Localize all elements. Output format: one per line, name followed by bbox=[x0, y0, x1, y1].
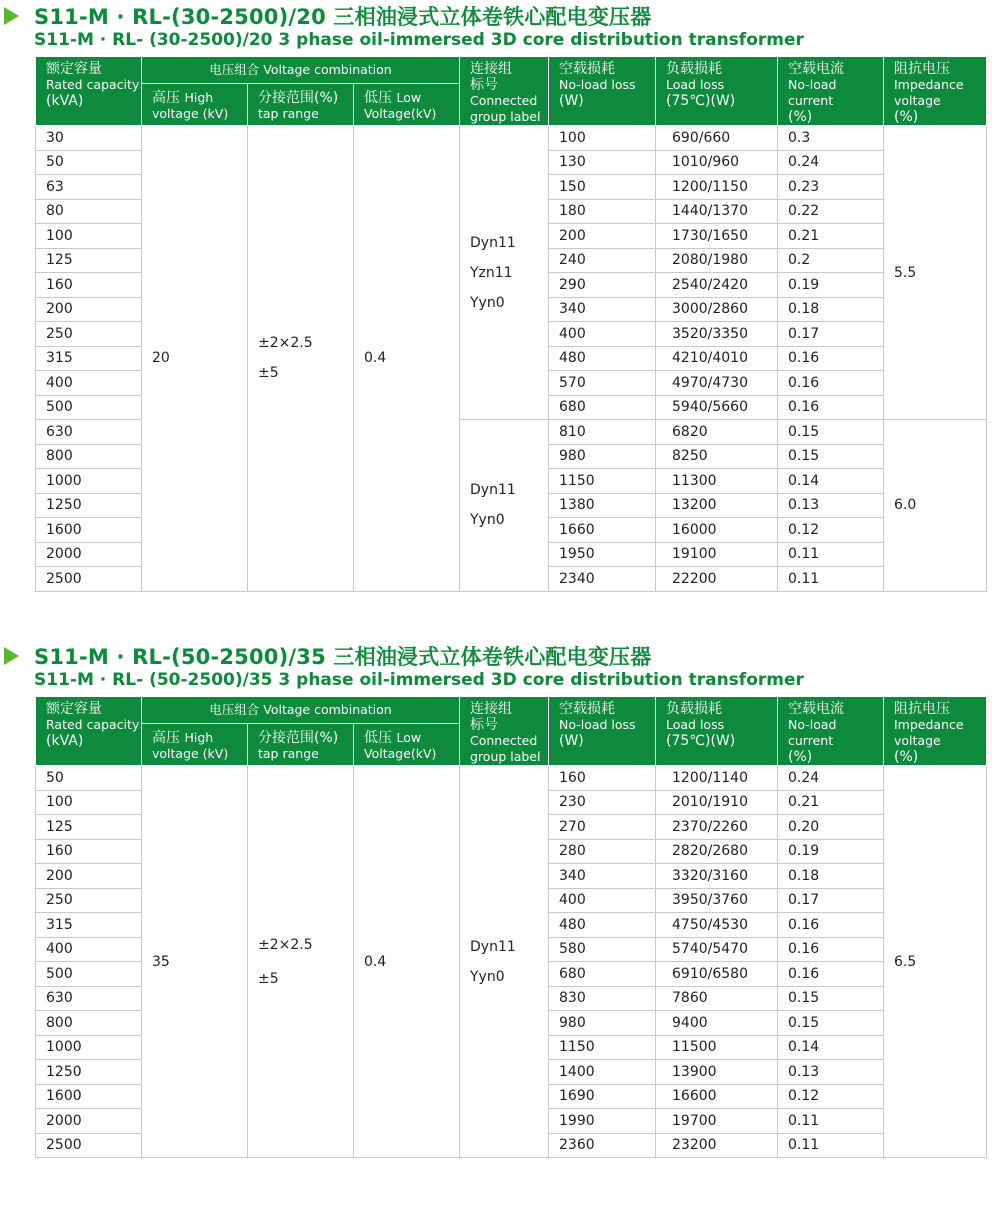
load-loss-cell: 13900 bbox=[656, 1060, 778, 1085]
noload-loss-cell: 340 bbox=[549, 864, 656, 889]
noload-current-cell: 0.11 bbox=[778, 1109, 884, 1134]
capacity-cell: 500 bbox=[36, 962, 142, 987]
capacity-cell: 100 bbox=[36, 224, 142, 249]
capacity-cell: 400 bbox=[36, 937, 142, 962]
header-high-voltage: 高压 High voltage (kV) bbox=[142, 724, 248, 766]
title-english: S11-M · RL- (30-2500)/20 3 phase oil-immersed 3D core distribution transformer bbox=[34, 30, 804, 50]
noload-loss-cell: 160 bbox=[549, 766, 656, 791]
noload-current-cell: 0.15 bbox=[778, 420, 884, 445]
capacity-cell: 2500 bbox=[36, 567, 142, 592]
table-row bbox=[36, 126, 987, 151]
noload-loss-cell: 290 bbox=[549, 273, 656, 298]
noload-current-cell: 0.14 bbox=[778, 469, 884, 494]
low-voltage-cell: 0.4 bbox=[354, 126, 460, 592]
table-row bbox=[36, 766, 987, 791]
noload-loss-cell: 2360 bbox=[549, 1133, 656, 1158]
header-load-loss: 负载损耗 Load loss (75℃)(W) bbox=[656, 57, 778, 126]
noload-loss-cell: 980 bbox=[549, 1011, 656, 1036]
load-loss-cell: 8250 bbox=[656, 444, 778, 469]
header-noload-current: 空载电流 No-load current (%) bbox=[778, 697, 884, 766]
capacity-cell: 2500 bbox=[36, 1133, 142, 1158]
header-connection-group: 连接组 标号 Connected group label bbox=[460, 57, 549, 126]
capacity-cell: 2000 bbox=[36, 1109, 142, 1134]
header-noload-current: 空载电流 No-load current (%) bbox=[778, 57, 884, 126]
header-noload-loss: 空载损耗 No-load loss (W) bbox=[549, 697, 656, 766]
noload-current-cell: 0.21 bbox=[778, 790, 884, 815]
noload-current-cell: 0.12 bbox=[778, 518, 884, 543]
capacity-cell: 1000 bbox=[36, 1035, 142, 1060]
capacity-cell: 315 bbox=[36, 346, 142, 371]
capacity-cell: 160 bbox=[36, 839, 142, 864]
noload-loss-cell: 2340 bbox=[549, 567, 656, 592]
capacity-cell: 30 bbox=[36, 126, 142, 151]
load-loss-cell: 3520/3350 bbox=[656, 322, 778, 347]
load-loss-cell: 11500 bbox=[656, 1035, 778, 1060]
tap-range-cell: ±2×2.5 ±5 bbox=[248, 126, 354, 592]
capacity-cell: 63 bbox=[36, 175, 142, 200]
header-impedance-voltage: 阻抗电压 Impedance voltage (%) bbox=[884, 57, 987, 126]
noload-loss-cell: 1380 bbox=[549, 493, 656, 518]
noload-current-cell: 0.3 bbox=[778, 126, 884, 151]
noload-current-cell: 0.14 bbox=[778, 1035, 884, 1060]
load-loss-cell: 1730/1650 bbox=[656, 224, 778, 249]
load-loss-cell: 7860 bbox=[656, 986, 778, 1011]
noload-loss-cell: 810 bbox=[549, 420, 656, 445]
spec-section-20kv bbox=[0, 0, 1000, 587]
load-loss-cell: 2010/1910 bbox=[656, 790, 778, 815]
noload-current-cell: 0.24 bbox=[778, 150, 884, 175]
header-tap-range: 分接范围(%) tap range bbox=[248, 84, 354, 126]
noload-loss-cell: 980 bbox=[549, 444, 656, 469]
load-loss-cell: 22200 bbox=[656, 567, 778, 592]
load-loss-cell: 4970/4730 bbox=[656, 371, 778, 396]
load-loss-cell: 2080/1980 bbox=[656, 248, 778, 273]
high-voltage-cell: 35 bbox=[142, 766, 248, 1158]
header-rated-capacity: 额定容量 Rated capacity (kVA) bbox=[36, 57, 142, 126]
capacity-cell: 125 bbox=[36, 815, 142, 840]
header-high-voltage: 高压 High voltage (kV) bbox=[142, 84, 248, 126]
connection-group-cell: Dyn11 Yyn0 bbox=[460, 766, 549, 1158]
load-loss-cell: 5740/5470 bbox=[656, 937, 778, 962]
capacity-cell: 800 bbox=[36, 444, 142, 469]
load-loss-cell: 2820/2680 bbox=[656, 839, 778, 864]
noload-loss-cell: 1660 bbox=[549, 518, 656, 543]
noload-current-cell: 0.19 bbox=[778, 839, 884, 864]
noload-loss-cell: 100 bbox=[549, 126, 656, 151]
noload-current-cell: 0.15 bbox=[778, 986, 884, 1011]
load-loss-cell: 19700 bbox=[656, 1109, 778, 1134]
load-loss-cell: 1200/1150 bbox=[656, 175, 778, 200]
capacity-cell: 125 bbox=[36, 248, 142, 273]
noload-current-cell: 0.15 bbox=[778, 444, 884, 469]
load-loss-cell: 690/660 bbox=[656, 126, 778, 151]
header-noload-loss: 空载损耗 No-load loss (W) bbox=[549, 57, 656, 126]
noload-loss-cell: 130 bbox=[549, 150, 656, 175]
load-loss-cell: 6910/6580 bbox=[656, 962, 778, 987]
load-loss-cell: 2540/2420 bbox=[656, 273, 778, 298]
noload-loss-cell: 200 bbox=[549, 224, 656, 249]
noload-loss-cell: 400 bbox=[549, 322, 656, 347]
noload-current-cell: 0.16 bbox=[778, 371, 884, 396]
load-loss-cell: 11300 bbox=[656, 469, 778, 494]
header-low-voltage: 低压 Low Voltage(kV) bbox=[354, 84, 460, 126]
capacity-cell: 250 bbox=[36, 888, 142, 913]
header-voltage-combination: 电压组合 Voltage combination bbox=[142, 57, 460, 84]
header-low-voltage: 低压 Low Voltage(kV) bbox=[354, 724, 460, 766]
noload-current-cell: 0.19 bbox=[778, 273, 884, 298]
connection-group-cell: Dyn11 Yzn11 Yyn0 bbox=[460, 126, 549, 420]
noload-current-cell: 0.13 bbox=[778, 493, 884, 518]
load-loss-cell: 9400 bbox=[656, 1011, 778, 1036]
load-loss-cell: 1440/1370 bbox=[656, 199, 778, 224]
capacity-cell: 250 bbox=[36, 322, 142, 347]
noload-loss-cell: 230 bbox=[549, 790, 656, 815]
capacity-cell: 500 bbox=[36, 395, 142, 420]
spec-table bbox=[35, 696, 987, 1158]
noload-loss-cell: 830 bbox=[549, 986, 656, 1011]
triangle-arrow-icon bbox=[4, 7, 19, 25]
capacity-cell: 630 bbox=[36, 986, 142, 1011]
noload-loss-cell: 270 bbox=[549, 815, 656, 840]
high-voltage-cell: 20 bbox=[142, 126, 248, 592]
noload-loss-cell: 280 bbox=[549, 839, 656, 864]
tap-range-cell: ±2×2.5 ±5 bbox=[248, 766, 354, 1158]
noload-current-cell: 0.18 bbox=[778, 864, 884, 889]
load-loss-cell: 4750/4530 bbox=[656, 913, 778, 938]
load-loss-cell: 2370/2260 bbox=[656, 815, 778, 840]
noload-loss-cell: 1690 bbox=[549, 1084, 656, 1109]
noload-loss-cell: 1400 bbox=[549, 1060, 656, 1085]
noload-loss-cell: 1950 bbox=[549, 542, 656, 567]
section-title bbox=[0, 640, 1000, 696]
spec-section-35kv bbox=[0, 640, 1000, 1154]
noload-loss-cell: 340 bbox=[549, 297, 656, 322]
noload-current-cell: 0.24 bbox=[778, 766, 884, 791]
noload-current-cell: 0.11 bbox=[778, 542, 884, 567]
header-tap-range: 分接范围(%) tap range bbox=[248, 724, 354, 766]
capacity-cell: 160 bbox=[36, 273, 142, 298]
capacity-cell: 315 bbox=[36, 913, 142, 938]
capacity-cell: 50 bbox=[36, 766, 142, 791]
noload-loss-cell: 480 bbox=[549, 913, 656, 938]
noload-loss-cell: 150 bbox=[549, 175, 656, 200]
load-loss-cell: 1010/960 bbox=[656, 150, 778, 175]
noload-current-cell: 0.17 bbox=[778, 322, 884, 347]
capacity-cell: 200 bbox=[36, 297, 142, 322]
noload-current-cell: 0.21 bbox=[778, 224, 884, 249]
noload-loss-cell: 1150 bbox=[549, 469, 656, 494]
header-rated-capacity: 额定容量 Rated capacity (kVA) bbox=[36, 697, 142, 766]
title-chinese: S11-M · RL-(50-2500)/35 三相油浸式立体卷铁心配电变压器 bbox=[34, 645, 652, 669]
connection-group-cell: Dyn11 Yyn0 bbox=[460, 420, 549, 592]
noload-loss-cell: 180 bbox=[549, 199, 656, 224]
capacity-cell: 800 bbox=[36, 1011, 142, 1036]
noload-loss-cell: 680 bbox=[549, 962, 656, 987]
noload-current-cell: 0.16 bbox=[778, 962, 884, 987]
noload-loss-cell: 1150 bbox=[549, 1035, 656, 1060]
capacity-cell: 80 bbox=[36, 199, 142, 224]
noload-current-cell: 0.13 bbox=[778, 1060, 884, 1085]
load-loss-cell: 23200 bbox=[656, 1133, 778, 1158]
noload-current-cell: 0.16 bbox=[778, 937, 884, 962]
noload-current-cell: 0.15 bbox=[778, 1011, 884, 1036]
noload-loss-cell: 1990 bbox=[549, 1109, 656, 1134]
noload-current-cell: 0.17 bbox=[778, 888, 884, 913]
triangle-arrow-icon bbox=[4, 647, 19, 665]
noload-current-cell: 0.16 bbox=[778, 913, 884, 938]
impedance-cell: 6.5 bbox=[884, 766, 987, 1158]
load-loss-cell: 6820 bbox=[656, 420, 778, 445]
noload-current-cell: 0.16 bbox=[778, 395, 884, 420]
load-loss-cell: 1200/1140 bbox=[656, 766, 778, 791]
capacity-cell: 1600 bbox=[36, 518, 142, 543]
header-connection-group: 连接组 标号 Connected group label bbox=[460, 697, 549, 766]
noload-loss-cell: 570 bbox=[549, 371, 656, 396]
noload-loss-cell: 680 bbox=[549, 395, 656, 420]
impedance-cell: 5.5 bbox=[884, 126, 987, 420]
load-loss-cell: 16000 bbox=[656, 518, 778, 543]
capacity-cell: 1000 bbox=[36, 469, 142, 494]
load-loss-cell: 3000/2860 bbox=[656, 297, 778, 322]
spec-table bbox=[35, 56, 987, 592]
low-voltage-cell: 0.4 bbox=[354, 766, 460, 1158]
noload-current-cell: 0.20 bbox=[778, 815, 884, 840]
noload-loss-cell: 240 bbox=[549, 248, 656, 273]
header-impedance-voltage: 阻抗电压 Impedance voltage (%) bbox=[884, 697, 987, 766]
capacity-cell: 100 bbox=[36, 790, 142, 815]
title-english: S11-M · RL- (50-2500)/35 3 phase oil-immersed 3D core distribution transformer bbox=[34, 670, 804, 690]
capacity-cell: 2000 bbox=[36, 542, 142, 567]
load-loss-cell: 3320/3160 bbox=[656, 864, 778, 889]
capacity-cell: 400 bbox=[36, 371, 142, 396]
capacity-cell: 50 bbox=[36, 150, 142, 175]
capacity-cell: 1250 bbox=[36, 493, 142, 518]
noload-loss-cell: 580 bbox=[549, 937, 656, 962]
noload-current-cell: 0.22 bbox=[778, 199, 884, 224]
noload-current-cell: 0.2 bbox=[778, 248, 884, 273]
capacity-cell: 1600 bbox=[36, 1084, 142, 1109]
header-load-loss: 负载损耗 Load loss (75℃)(W) bbox=[656, 697, 778, 766]
capacity-cell: 200 bbox=[36, 864, 142, 889]
load-loss-cell: 4210/4010 bbox=[656, 346, 778, 371]
noload-current-cell: 0.11 bbox=[778, 567, 884, 592]
noload-current-cell: 0.11 bbox=[778, 1133, 884, 1158]
noload-current-cell: 0.12 bbox=[778, 1084, 884, 1109]
noload-loss-cell: 400 bbox=[549, 888, 656, 913]
noload-current-cell: 0.23 bbox=[778, 175, 884, 200]
impedance-cell: 6.0 bbox=[884, 420, 987, 592]
header-voltage-combination: 电压组合 Voltage combination bbox=[142, 697, 460, 724]
noload-current-cell: 0.18 bbox=[778, 297, 884, 322]
title-chinese: S11-M · RL-(30-2500)/20 三相油浸式立体卷铁心配电变压器 bbox=[34, 5, 652, 29]
section-title bbox=[0, 0, 1000, 56]
load-loss-cell: 5940/5660 bbox=[656, 395, 778, 420]
load-loss-cell: 3950/3760 bbox=[656, 888, 778, 913]
load-loss-cell: 19100 bbox=[656, 542, 778, 567]
load-loss-cell: 13200 bbox=[656, 493, 778, 518]
noload-current-cell: 0.16 bbox=[778, 346, 884, 371]
capacity-cell: 1250 bbox=[36, 1060, 142, 1085]
noload-loss-cell: 480 bbox=[549, 346, 656, 371]
capacity-cell: 630 bbox=[36, 420, 142, 445]
load-loss-cell: 16600 bbox=[656, 1084, 778, 1109]
